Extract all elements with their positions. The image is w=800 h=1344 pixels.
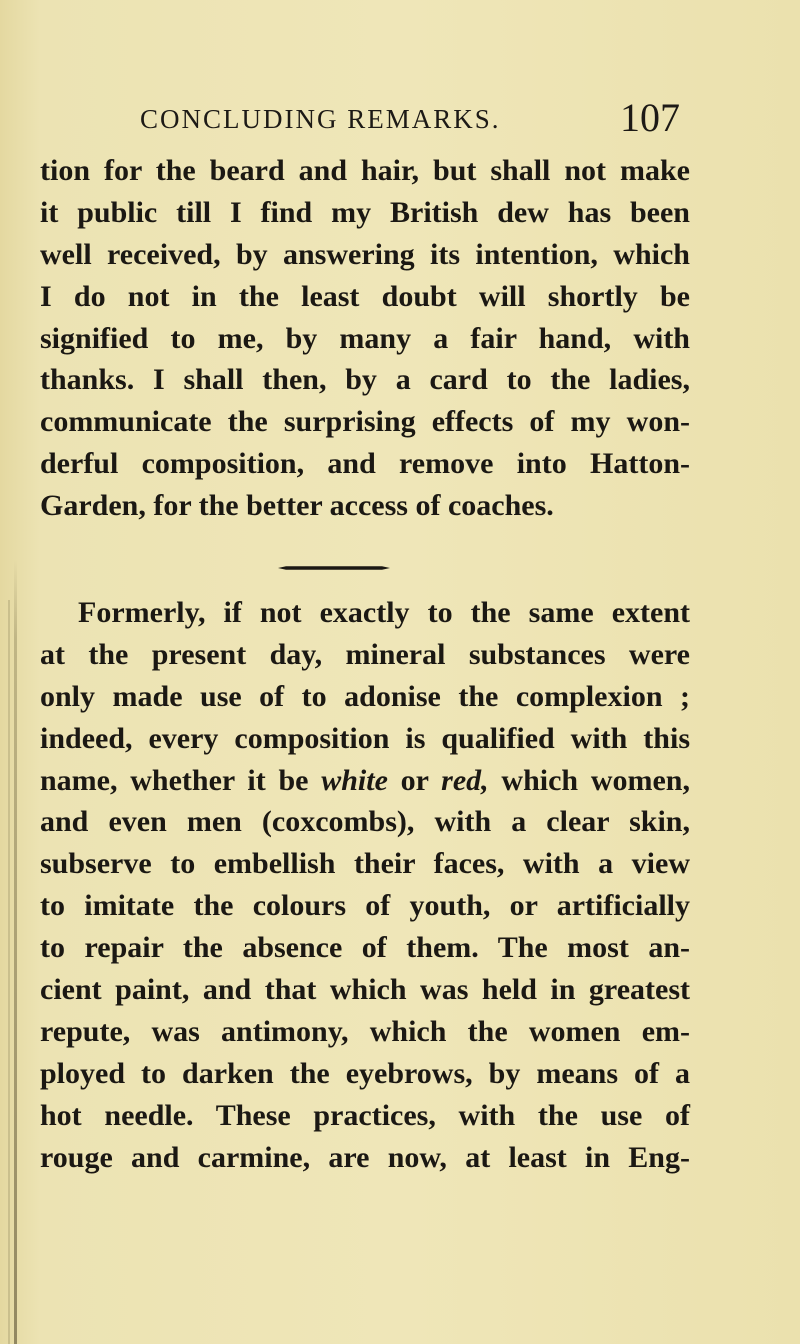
text-line: it public till I find my British dew has been: [40, 195, 690, 229]
text-line-with-italics: [40, 760, 690, 802]
text-line: cient paint, and that which was held in greatest: [40, 973, 690, 1007]
text-line: subserve to embellish their faces, with a view: [40, 847, 690, 881]
text-line: Formerly, if not exactly to the same extent: [78, 596, 690, 629]
text-line: communicate the surprising effects of my won-: [40, 405, 690, 439]
text-line: I do not in the least doubt will shortly be: [40, 279, 690, 313]
italic-word: white: [321, 763, 388, 797]
text-line: tion for the beard and hair, but shall not make: [40, 154, 690, 187]
text-line: repute, was antimony, which the women em-: [40, 1014, 690, 1048]
text-line: hot needle. These practices, with the use of: [40, 1098, 690, 1132]
text-run: or: [387, 763, 442, 797]
text-line: ployed to darken the eyebrows, by means of a: [40, 1056, 690, 1090]
text-line: and even men (coxcombs), with a clear skin,: [40, 805, 690, 839]
section-divider-ornament: [278, 565, 390, 571]
text-line: Garden, for the better access of coaches.: [40, 489, 554, 523]
paragraph-1: [40, 150, 690, 527]
text-line: signified to me, by many a fair hand, with: [40, 321, 690, 355]
text-line: indeed, every composition is qualified with this: [40, 721, 690, 755]
text-line: at the present day, mineral substances were: [40, 637, 690, 671]
text-run: which women,: [488, 763, 690, 797]
gutter-shadow: [14, 560, 17, 1344]
text-line: rouge and carmine, are now, at least in Eng-: [40, 1140, 690, 1174]
paragraph-2: [40, 592, 690, 1178]
text-line: derful composition, and remove into Hatton-: [40, 447, 690, 481]
text-run: name, whether it be: [40, 763, 322, 797]
text-line: to imitate the colours of youth, or artificially: [40, 889, 690, 923]
italic-word: red,: [441, 763, 489, 797]
text-line: to repair the absence of them. The most an-: [40, 931, 690, 965]
text-line: well received, by answering its intention, which: [40, 237, 690, 271]
page-number: 107: [620, 95, 680, 140]
text-line: only made use of to adonise the complexion ;: [40, 679, 690, 713]
gutter-shadow-inner: [8, 600, 10, 1344]
running-title: CONCLUDING REMARKS.: [140, 104, 501, 134]
text-line: thanks. I shall then, by a card to the ladies,: [40, 363, 690, 397]
running-head: [140, 95, 680, 140]
